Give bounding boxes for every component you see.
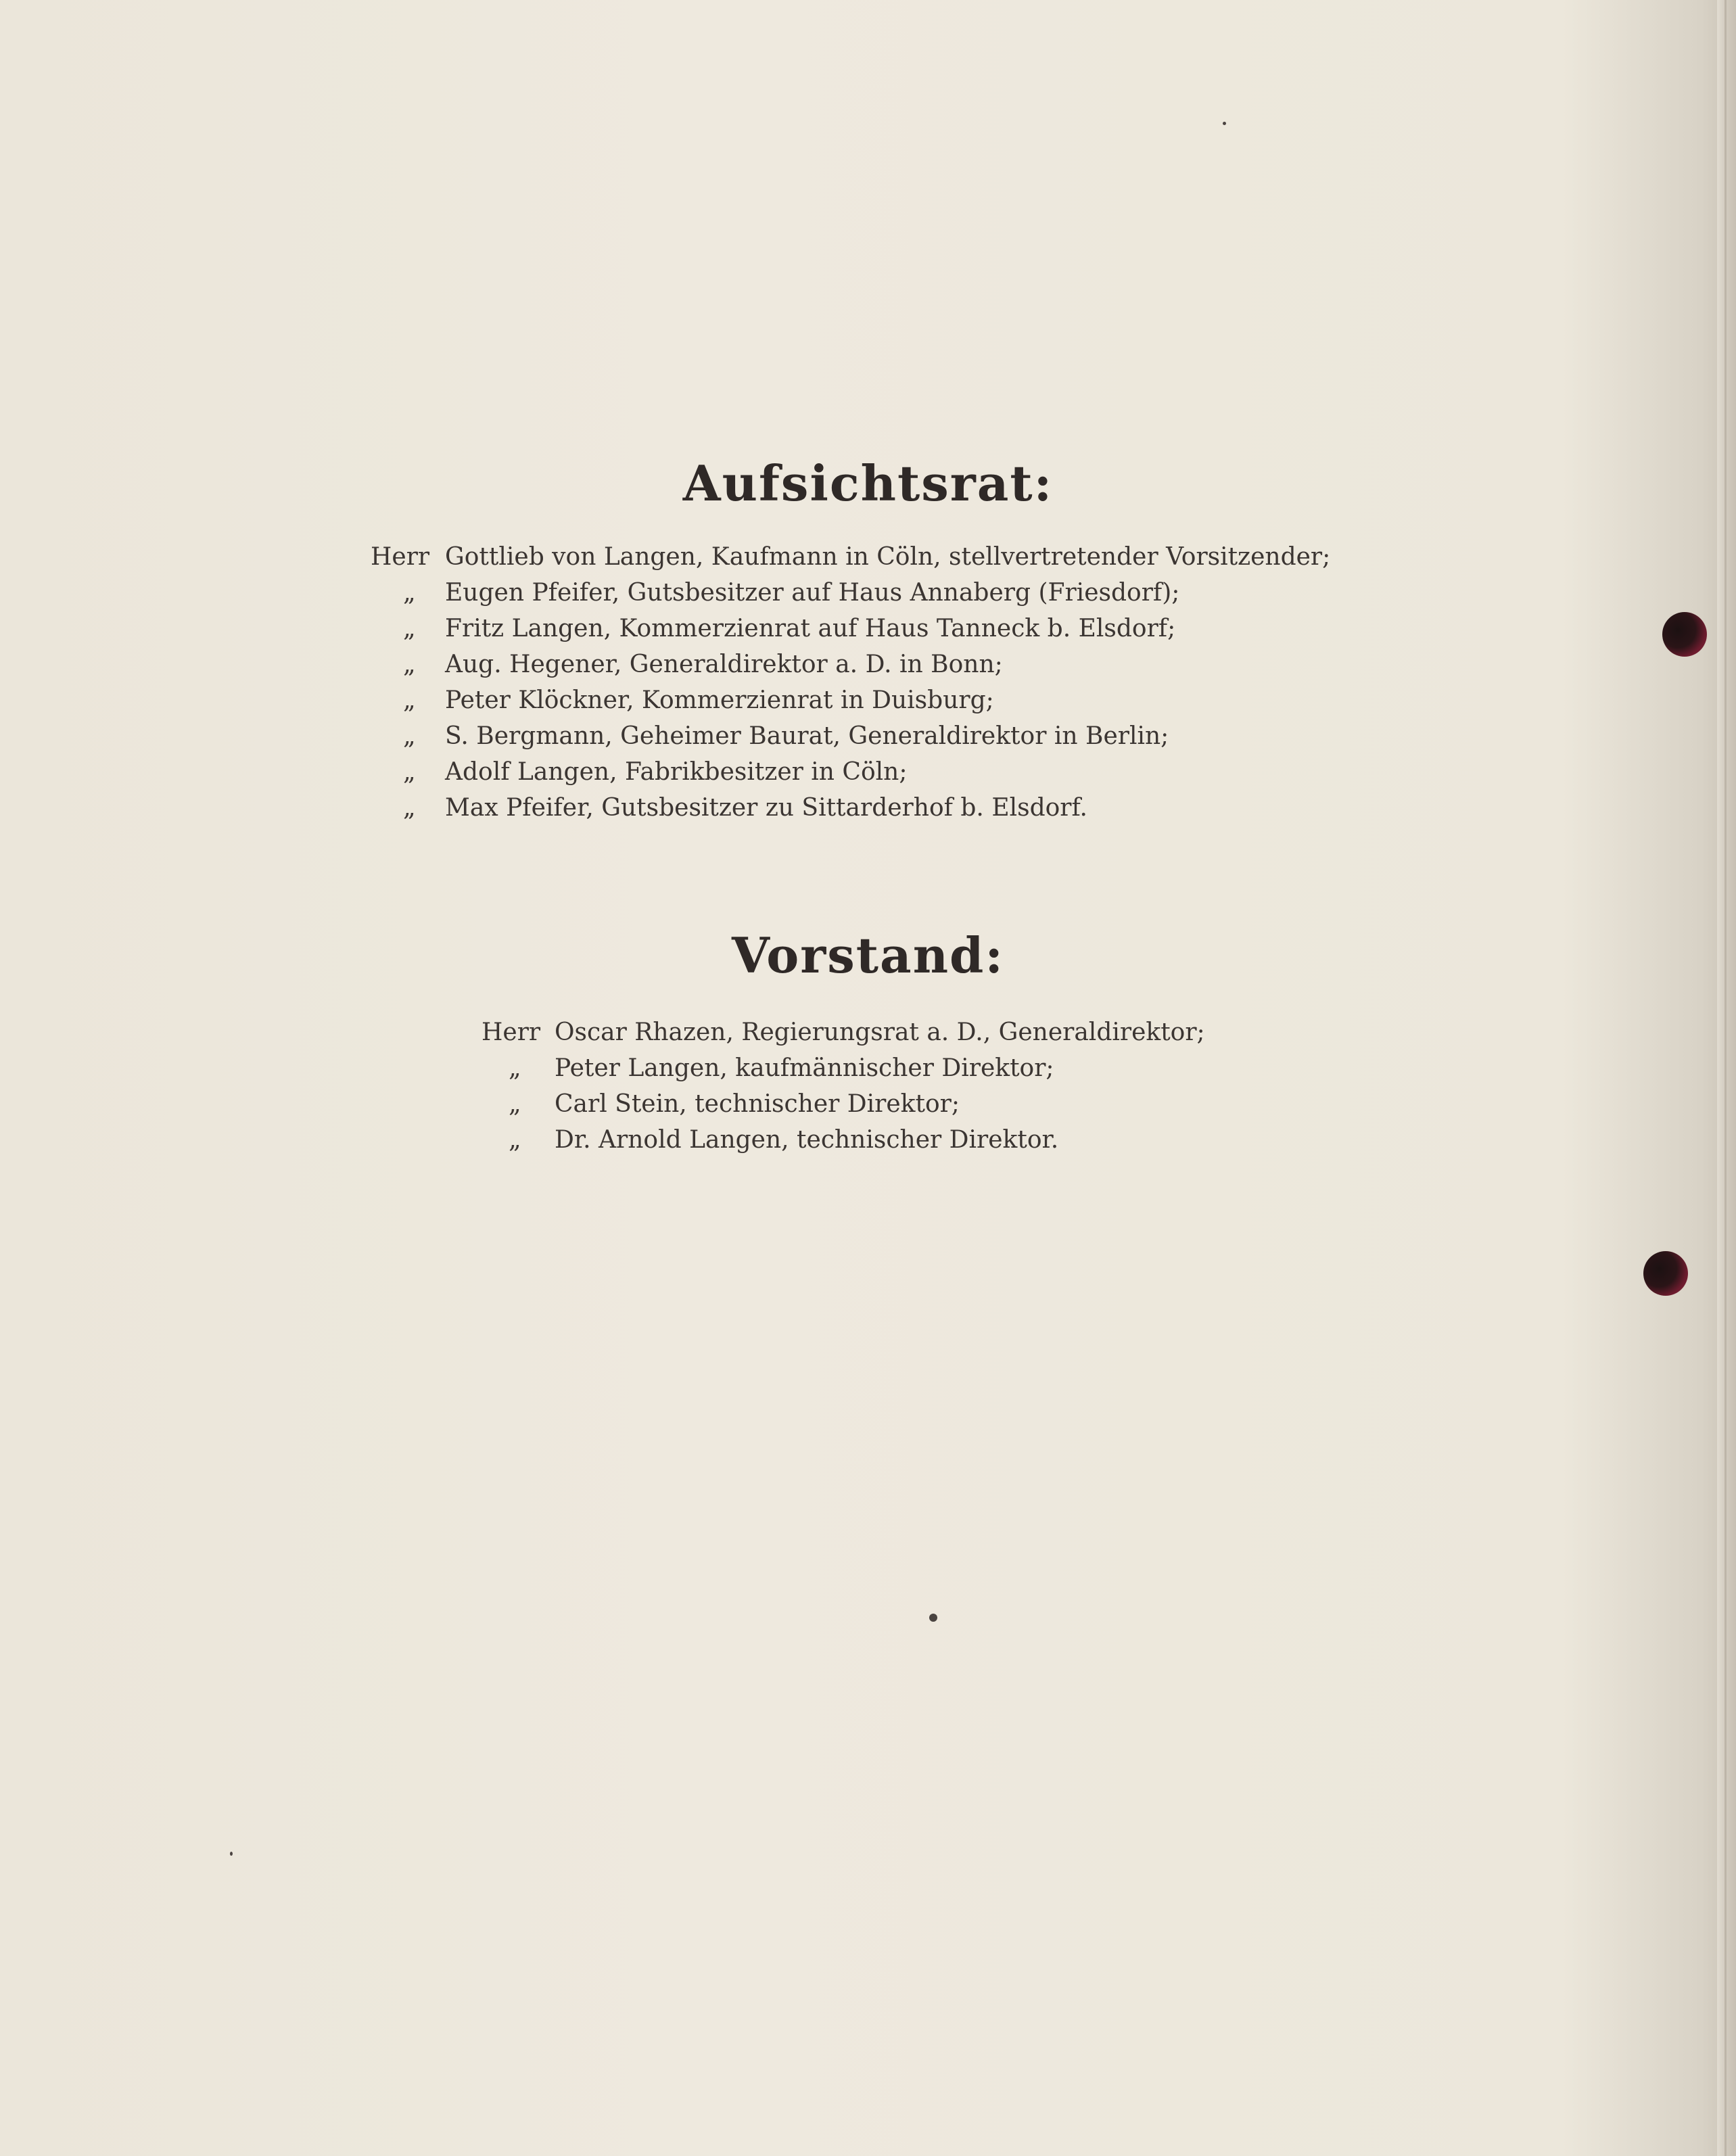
ditto-mark: „ [509, 1054, 521, 1082]
member-entry: Peter Klöckner, Kommerzienrat in Duisburg; [445, 686, 994, 714]
list-item [371, 790, 1399, 826]
page-edge [1717, 0, 1736, 2156]
list-item [371, 754, 1399, 790]
member-entry: Max Pfeifer, Gutsbesitzer zu Sittarderhof b. Elsdorf. [445, 794, 1087, 822]
ditto-mark: „ [403, 794, 416, 822]
list-item [371, 718, 1399, 754]
paper-speck [929, 1614, 937, 1622]
member-entry: Carl Stein, technischer Direktor; [555, 1090, 960, 1118]
page-edge-line [1725, 0, 1727, 2156]
vorstand-heading: Vorstand: [732, 927, 1004, 984]
member-entry: Gottlieb von Langen, Kaufmann in Cöln, stellvertretender Vorsitzender; [445, 543, 1331, 571]
member-entry: Eugen Pfeifer, Gutsbesitzer auf Haus Annaberg (Friesdorf); [445, 579, 1180, 607]
list-item [482, 1122, 1293, 1158]
member-entry: Oscar Rhazen, Regierungsrat a. D., Generaldirektor; [555, 1018, 1205, 1046]
member-entry: Aug. Hegener, Generaldirektor a. D. in Bonn; [445, 651, 1003, 678]
punch-hole-top [1662, 612, 1707, 657]
list-item [482, 1086, 1293, 1122]
paper-speck [230, 1852, 233, 1856]
ditto-mark: „ [403, 722, 416, 750]
member-entry: Fritz Langen, Kommerzienrat auf Haus Tanneck b. Elsdorf; [445, 615, 1176, 642]
ditto-mark: „ [403, 651, 416, 678]
list-item [371, 575, 1399, 611]
list-item [371, 647, 1399, 682]
ditto-mark: „ [509, 1126, 521, 1154]
member-entry: Dr. Arnold Langen, technischer Direktor. [555, 1126, 1059, 1154]
salutation: Herr [371, 543, 430, 571]
list-item [371, 539, 1399, 575]
ditto-mark: „ [403, 758, 416, 786]
member-entry: Peter Langen, kaufmännischer Direktor; [555, 1054, 1054, 1082]
ditto-mark: „ [403, 686, 416, 714]
paper-speck [1223, 122, 1226, 125]
aufsichtsrat-heading: Aufsichtsrat: [682, 454, 1054, 512]
list-item [371, 611, 1399, 647]
member-entry: S. Bergmann, Geheimer Baurat, Generaldirektor in Berlin; [445, 722, 1169, 750]
punch-hole-bottom [1643, 1251, 1688, 1296]
salutation: Herr [482, 1018, 541, 1046]
ditto-mark: „ [403, 579, 416, 607]
vorstand-list [482, 1014, 1293, 1158]
list-item [371, 682, 1399, 718]
ditto-mark: „ [403, 615, 416, 642]
list-item [482, 1050, 1293, 1086]
aufsichtsrat-list [371, 539, 1399, 826]
member-entry: Adolf Langen, Fabrikbesitzer in Cöln; [445, 758, 908, 786]
list-item [482, 1014, 1293, 1050]
ditto-mark: „ [509, 1090, 521, 1118]
